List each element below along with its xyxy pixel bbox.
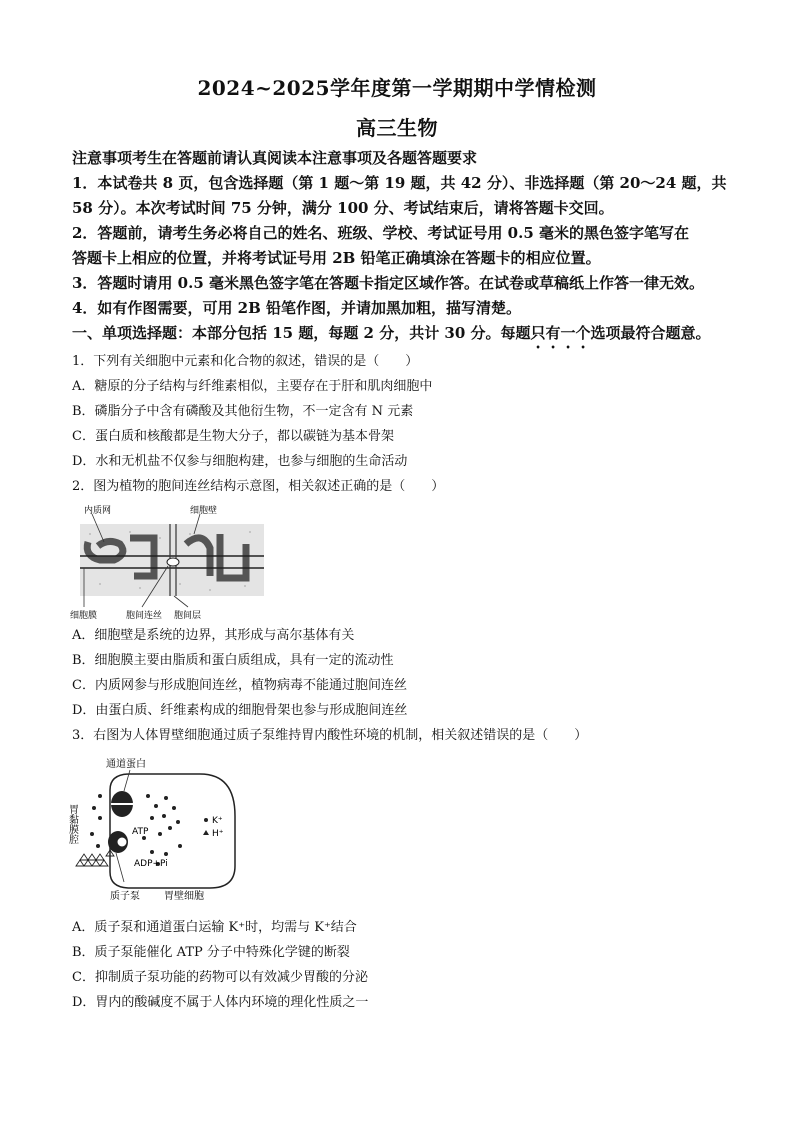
label-gastric-lumen: 胃黏膜腔 — [66, 804, 78, 844]
question-1-option-a: A．糖原的分子结构与纤维素相似，主要存在于肝和肌肉细胞中 — [72, 379, 433, 394]
label-gastric-cell: 胃壁细胞 — [164, 891, 204, 902]
instruction-3: 3．答题时请用 0.5 毫米黑色签字笔在答题卡指定区域作答。在试卷或草稿纸上作答一律无效。 — [72, 274, 704, 292]
exam-subject: 高三生物 — [356, 116, 438, 140]
question-1-option-d: D．水和无机盐不仅参与细胞构建，也参与细胞的生命活动 — [72, 454, 408, 469]
question-3-option-c: C．抑制质子泵功能的药物可以有效减少胃酸的分泌 — [72, 970, 368, 985]
legend-h-symbol — [203, 830, 209, 835]
question-1-option-b: B．磷脂分子中含有磷酸及其他衍生物，不一定含有 N 元素 — [72, 404, 414, 419]
label-cell-membrane: 细胞膜 — [70, 611, 98, 621]
label-atp: ATP — [132, 827, 149, 837]
section-1-heading — [72, 321, 732, 352]
label-proton-pump: 质子泵 — [110, 891, 140, 902]
question-1-stem: 1．下列有关细胞中元素和化合物的叙述，错误的是（ ） — [72, 354, 419, 369]
instruction-2-line1: 2．答题前，请考生务必将自己的姓名、班级、学校、考试证号用 0.5 毫米的黑色签字笔写在 — [72, 224, 689, 242]
label-channel-protein: 通道蛋白 — [106, 759, 146, 770]
label-h: H⁺ — [212, 829, 224, 839]
question-2-option-c: C．内质网参与形成胞间连丝，植物病毒不能通过胞间连丝 — [72, 678, 407, 693]
label-middle-lamella: 胞间层 — [174, 611, 202, 621]
question-2-option-d: D．由蛋白质、纤维素构成的细胞骨架也参与形成胞间连丝 — [72, 703, 408, 718]
label-adp: ADP+Pi — [134, 859, 168, 869]
question-1-option-c: C．蛋白质和核酸都是生物大分子，都以碳链为基本骨架 — [72, 429, 394, 444]
instructions-heading: 注意事项考生在答题前请认真阅读本注意事项及各题答题要求 — [72, 149, 478, 167]
proton-pump-figure — [66, 756, 250, 904]
section-1-heading-emphasis: 只有一个 — [530, 324, 591, 342]
section-1-heading-post: 选项最符合题意。 — [590, 324, 711, 342]
question-2-option-a: A．细胞壁是系统的边界，其形成与高尔基体有关 — [72, 628, 355, 643]
label-cell-wall: 细胞壁 — [190, 506, 218, 516]
question-3-option-b: B．质子泵能催化 ATP 分子中特殊化学键的断裂 — [72, 945, 350, 960]
instruction-1-line2: 58 分）。本次考试时间 75 分钟，满分 100 分、考试结束后，请将答题卡交回。 — [72, 199, 614, 217]
plasmodesma-figure — [70, 504, 270, 620]
instruction-2-line2: 答题卡上相应的位置，并将考试证号用 2B 铅笔正确填涂在答题卡的相应位置。 — [72, 249, 601, 267]
question-3-option-d: D．胃内的酸碱度不属于人体内环境的理化性质之一 — [72, 995, 369, 1010]
label-k: K⁺ — [212, 816, 223, 826]
question-3-option-a: A．质子泵和通道蛋白运输 K⁺时，均需与 K⁺结合 — [72, 920, 357, 935]
label-er: 内质网 — [84, 506, 112, 516]
question-3-stem: 3．右图为人体胃壁细胞通过质子泵维持胃内酸性环境的机制，相关叙述错误的是（ ） — [72, 728, 588, 743]
legend-k-symbol — [204, 818, 208, 822]
instruction-4: 4．如有作图需要，可用 2B 铅笔作图，并请加黑加粗，描写清楚。 — [72, 299, 521, 317]
instruction-1-line1: 1．本试卷共 8 页，包含选择题（第 1 题～第 19 题，共 42 分）、非选择题（第 20～24 题，共 — [72, 174, 727, 192]
label-plasmodesma: 胞间连丝 — [126, 611, 163, 621]
question-2-option-b: B．细胞膜主要由脂质和蛋白质组成，具有一定的流动性 — [72, 653, 394, 668]
section-1-heading-pre: 一、单项选择题：本部分包括 15 题，每题 2 分，共计 30 分。每题 — [72, 324, 531, 342]
plasmodesma-channel — [167, 558, 179, 566]
exam-title: 2024~2025学年度第一学期期中学情检测 — [197, 76, 597, 100]
question-2-stem: 2．图为植物的胞间连丝结构示意图，相关叙述正确的是（ ） — [72, 479, 445, 494]
